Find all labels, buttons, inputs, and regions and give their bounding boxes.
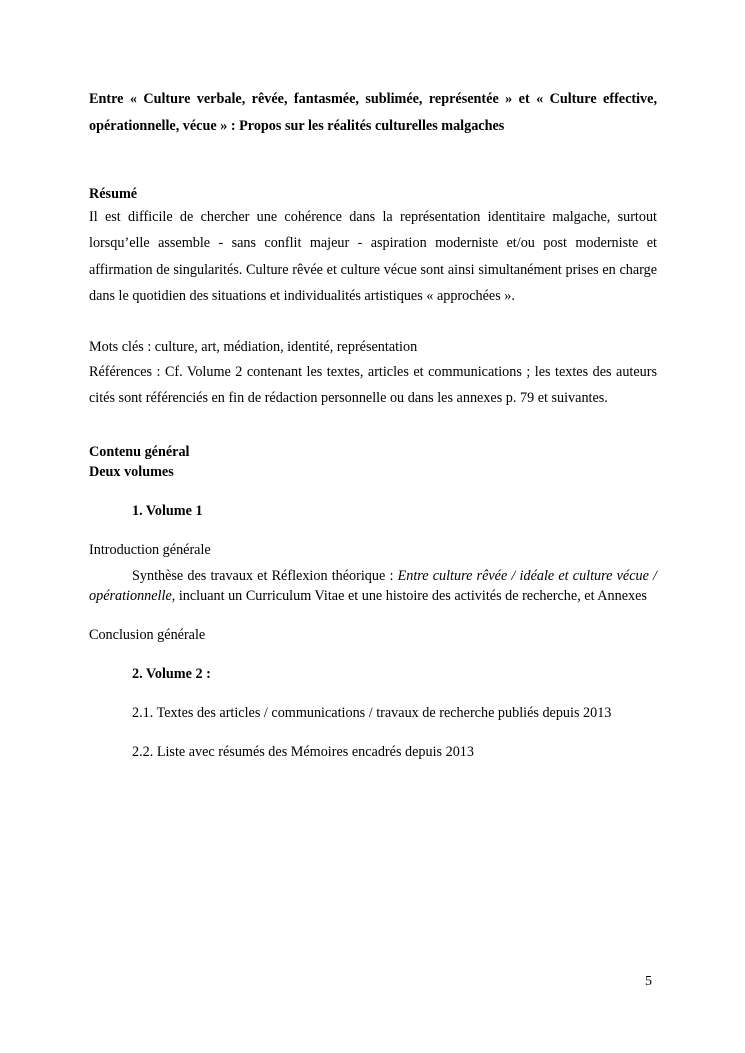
contents-subheading: Deux volumes xyxy=(89,463,174,480)
volume1-conclusion: Conclusion générale xyxy=(89,626,206,643)
page-number: 5 xyxy=(645,974,652,989)
volume1-intro: Introduction générale xyxy=(89,541,211,558)
references: Références : Cf. Volume 2 contenant les textes, articles et communications ; les textes des auteurs cités sont référenciés en fin de rédaction personnelle ou dans les annexes p. 79 et suivantes. xyxy=(89,364,657,407)
document-page xyxy=(89,86,657,762)
contents-heading: Contenu général xyxy=(89,443,190,460)
keywords: Mots clés : culture, art, médiation, identité, représentation xyxy=(89,339,418,356)
volume1-synthese xyxy=(89,566,657,606)
synthese-italic-title: Entre culture rêvée / idéale et culture vécue / opérationnelle xyxy=(89,567,657,604)
volume1-label: 1. Volume 1 xyxy=(132,502,203,519)
volume2-item1: 2.1. Textes des articles / communications / travaux de recherche publiés depuis 2013 xyxy=(132,704,612,721)
synthese-suffix: , incluant un Curriculum Vitae et une histoire des activités de recherche, et Annexes xyxy=(171,587,647,604)
synthese-prefix: Synthèse des travaux et Réflexion théorique : xyxy=(132,567,398,584)
resume-heading: Résumé xyxy=(89,186,138,202)
resume-text: Il est difficile de chercher une cohérence dans la représentation identitaire malgache, surtout lorsqu’elle assemble - sans conflit majeur - aspiration moderniste et/ou post moderniste et affirmation de singularités. Culture rêvée et culture vécue sont ainsi simultanément prises en charge dans le quotidien des situations et individualités artistiques « approchées ». xyxy=(89,209,657,304)
volume2-label: 2. Volume 2 : xyxy=(132,665,211,682)
document-title: Entre « Culture verbale, rêvée, fantasmée, sublimée, représentée » et « Culture effective, opérationnelle, vécue » : Propos sur les réalités culturelles malgaches xyxy=(89,91,657,134)
volume2-item2: 2.2. Liste avec résumés des Mémoires encadrés depuis 2013 xyxy=(132,743,474,760)
